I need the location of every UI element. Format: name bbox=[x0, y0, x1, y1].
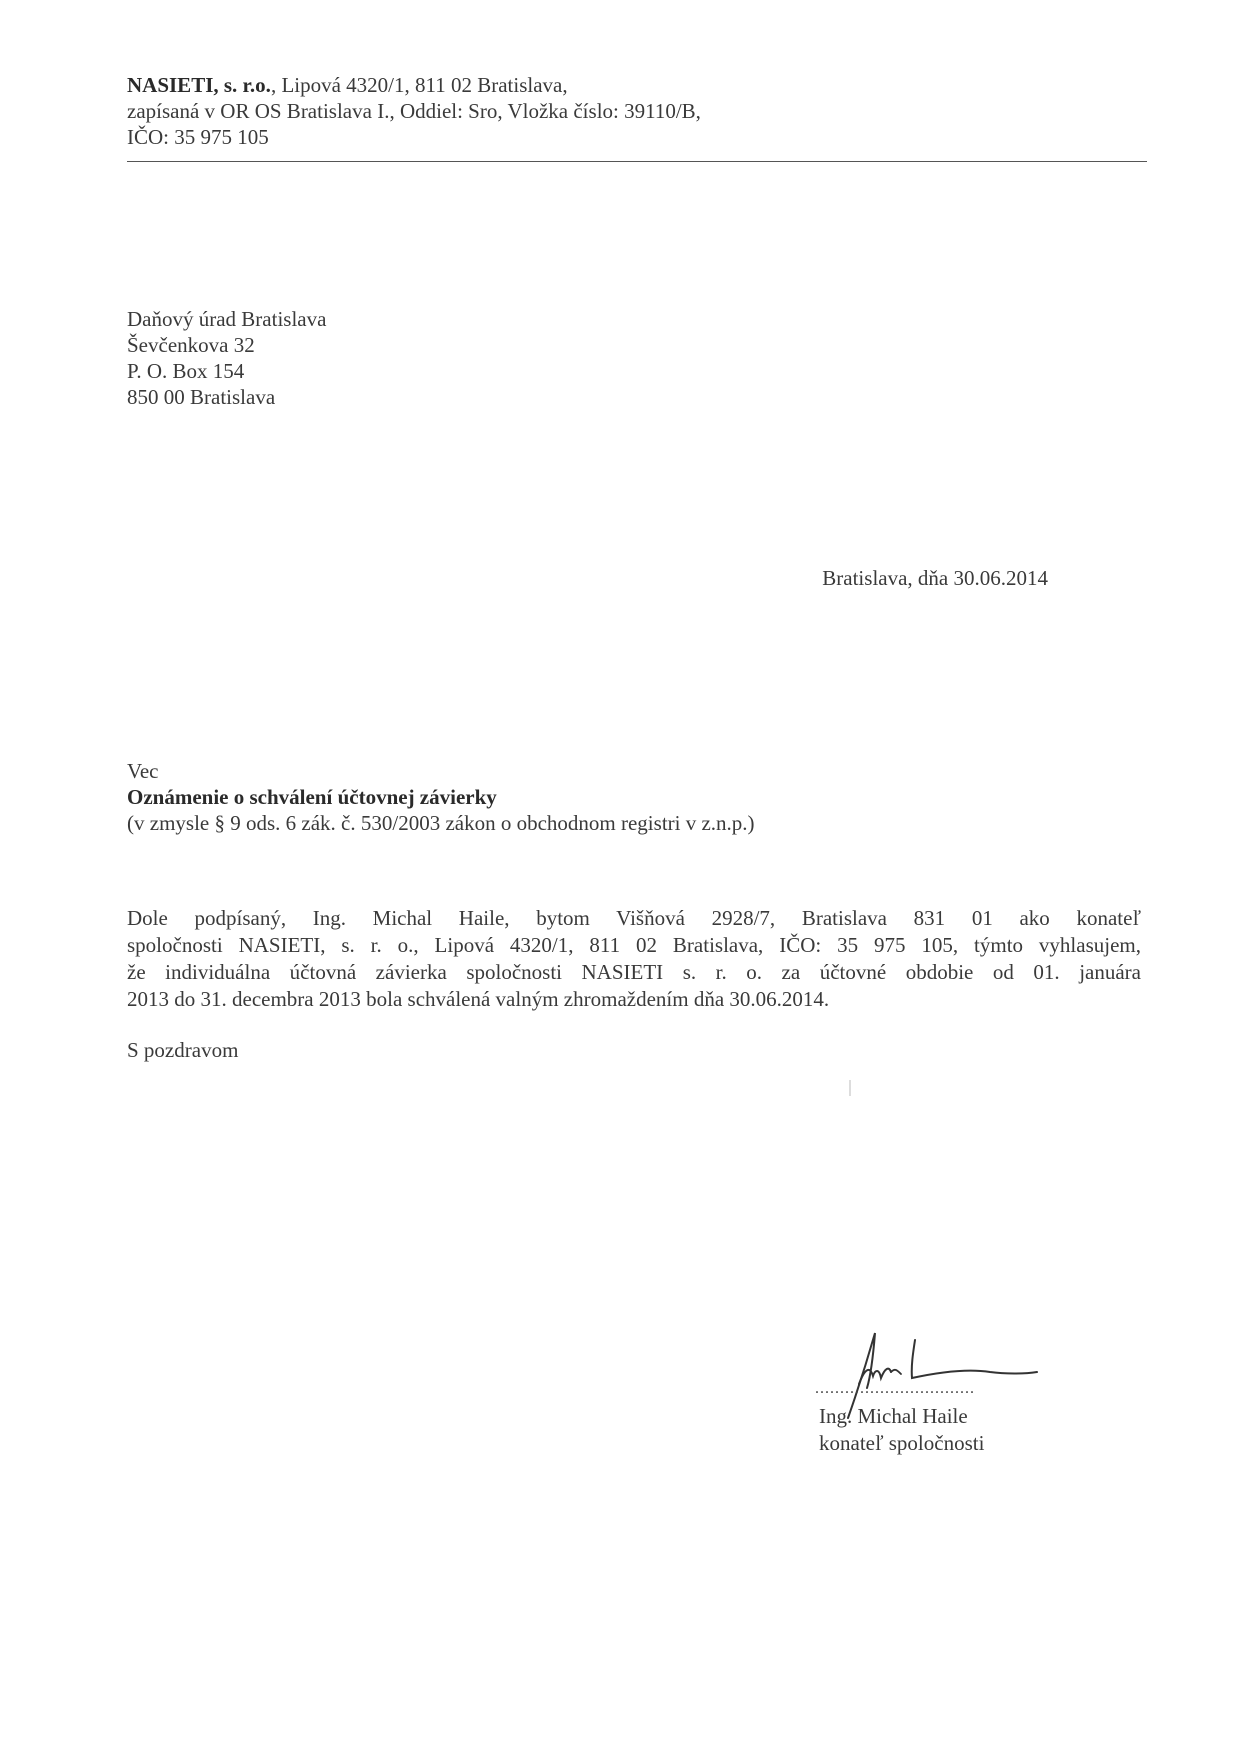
signer-name: Ing. Michal Haile bbox=[819, 1404, 968, 1428]
recipient-line-3: P. O. Box 154 bbox=[127, 359, 245, 383]
body-line-3: že individuálna účtovná závierka spoločnosti NASIETI s. r. o. za účtovné obdobie od 01. januára bbox=[127, 960, 1141, 984]
signature-dots: ................................ bbox=[815, 1380, 975, 1397]
scan-mark bbox=[849, 1080, 851, 1096]
company-name: NASIETI, s. r.o. bbox=[127, 73, 271, 97]
recipient-address bbox=[127, 306, 326, 410]
subject-block bbox=[127, 758, 755, 836]
date-line: Bratislava, dňa 30.06.2014 bbox=[822, 566, 1048, 590]
body-line-1: Dole podpísaný, Ing. Michal Haile, bytom Višňová 2928/7, Bratislava 831 01 ako konateľ bbox=[127, 906, 1141, 930]
subject-title: Oznámenie o schválení účtovnej závierky bbox=[127, 785, 497, 809]
recipient-line-4: 850 00 Bratislava bbox=[127, 385, 276, 409]
letterhead-line-1 bbox=[127, 72, 701, 98]
greeting: S pozdravom bbox=[127, 1038, 239, 1062]
company-address: , Lipová 4320/1, 811 02 Bratislava, bbox=[270, 73, 568, 97]
company-ico: IČO: 35 975 105 bbox=[127, 125, 269, 149]
letterhead-divider bbox=[127, 161, 1147, 162]
recipient-line-1: Daňový úrad Bratislava bbox=[127, 307, 327, 331]
letterhead bbox=[127, 72, 701, 150]
subject-note: (v zmysle § 9 ods. 6 zák. č. 530/2003 zákon o obchodnom registri v z.n.p.) bbox=[127, 811, 755, 835]
recipient-line-2: Ševčenkova 32 bbox=[127, 333, 255, 357]
body-line-2: spoločnosti NASIETI, s. r. o., Lipová 4320/1, 811 02 Bratislava, IČO: 35 975 105, týmto vyhlasujem, bbox=[127, 933, 1141, 957]
letter-body bbox=[127, 905, 1141, 1013]
signer-block bbox=[819, 1403, 984, 1457]
signer-role: konateľ spoločnosti bbox=[819, 1431, 985, 1455]
body-line-4: 2013 do 31. decembra 2013 bola schválená valným zhromaždením dňa 30.06.2014. bbox=[127, 987, 830, 1011]
subject-label: Vec bbox=[127, 759, 159, 783]
company-registration: zapísaná v OR OS Bratislava I., Oddiel: Sro, Vložka číslo: 39110/B, bbox=[127, 99, 701, 123]
